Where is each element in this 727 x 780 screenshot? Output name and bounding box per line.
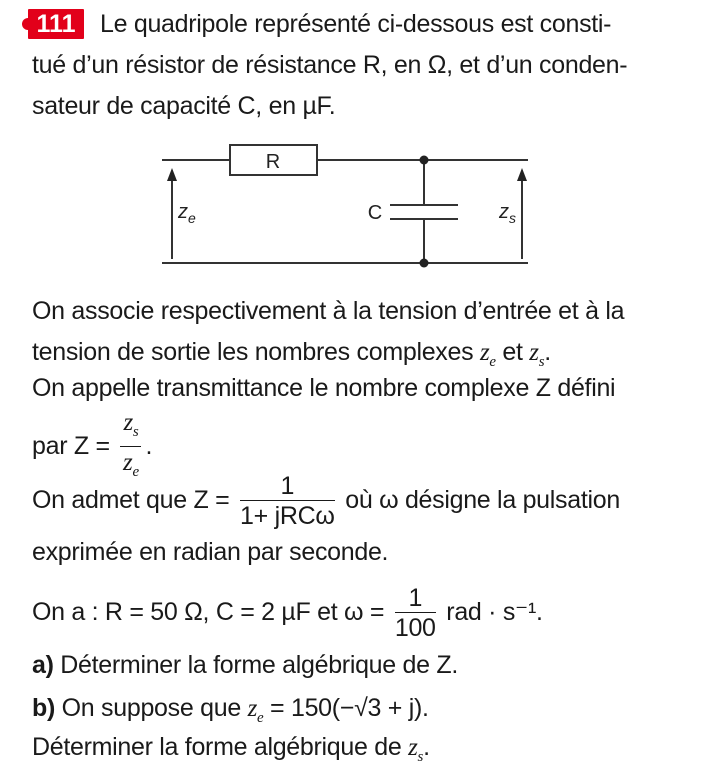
- question-a: [32, 651, 458, 680]
- question-b-line-2: Déterminer la forme algébrique de $z_s$.: [32, 733, 430, 765]
- text: On a : R = 50 Ω, C = 2 µF et ω =: [32, 598, 391, 627]
- intro-line-1: Le quadripole représenté ci-dessous est consti-: [100, 10, 612, 38]
- input-voltage-label: $z_e$: [178, 201, 196, 226]
- text: On admet que Z =: [32, 486, 237, 515]
- var-z: z: [529, 339, 539, 366]
- text: On suppose que: [55, 694, 248, 722]
- output-voltage-label: $z_s$: [499, 201, 516, 226]
- text: rad · s⁻¹.: [439, 598, 543, 627]
- paragraph-4: [32, 584, 543, 643]
- sub-e: e: [489, 354, 496, 370]
- question-b-label: b): [32, 694, 55, 722]
- sub-s: s: [538, 354, 545, 370]
- output-arrow-head: [517, 168, 527, 181]
- top-node-dot: [420, 156, 429, 165]
- exercise-number-badge: 111: [28, 9, 84, 39]
- equation: = 150(−√3 + j).: [263, 694, 429, 722]
- var-z: z: [479, 339, 490, 366]
- fraction-transmittance: $\frac{1}{\text{1+ jRCω}}$: [240, 472, 335, 530]
- paragraph-3-line-2: exprimée en radian par seconde.: [32, 538, 389, 566]
- input-arrow-head: [167, 168, 177, 181]
- paragraph-2-line-2: par Z = $\frac{z_s}{z_e}$ .: [32, 408, 152, 487]
- intro-line-3: sateur de capacité C, en µF.: [32, 92, 336, 120]
- question-a-text: Déterminer la forme algébrique de Z.: [53, 651, 459, 679]
- paragraph-1-line-1: On associe respectivement à la tension d’entrée et à la: [32, 297, 625, 325]
- bottom-node-dot: [420, 259, 429, 268]
- text: tension de sortie les nombres complexes: [32, 338, 480, 366]
- paragraph-1-line-2: [32, 338, 551, 371]
- question-b: b) On suppose que $z_e = 150(-√3 + j)$.: [32, 694, 429, 726]
- text: Déterminer la forme algébrique de: [32, 733, 409, 761]
- intro-line-2: tué d’un résistor de résistance R, en Ω, et d’un conden-: [32, 51, 628, 79]
- paragraph-2-line-1: On appelle transmittance le nombre complexe Z défini: [32, 374, 616, 402]
- fraction-zs-ze: $\frac{z_s}{z_e}$: [120, 408, 141, 487]
- fraction-omega: $\frac{1}{100}$: [394, 584, 436, 642]
- capacitor-label: C: [367, 202, 383, 224]
- text: et: [495, 338, 530, 366]
- circuit-diagram: [0, 135, 727, 275]
- resistor-label: R: [265, 151, 281, 173]
- text: par Z =: [32, 432, 117, 461]
- text: où ω désigne la pulsation: [338, 486, 620, 515]
- question-a-label: a): [32, 651, 54, 679]
- paragraph-3-line-1: [32, 472, 620, 531]
- text: .: [544, 338, 551, 366]
